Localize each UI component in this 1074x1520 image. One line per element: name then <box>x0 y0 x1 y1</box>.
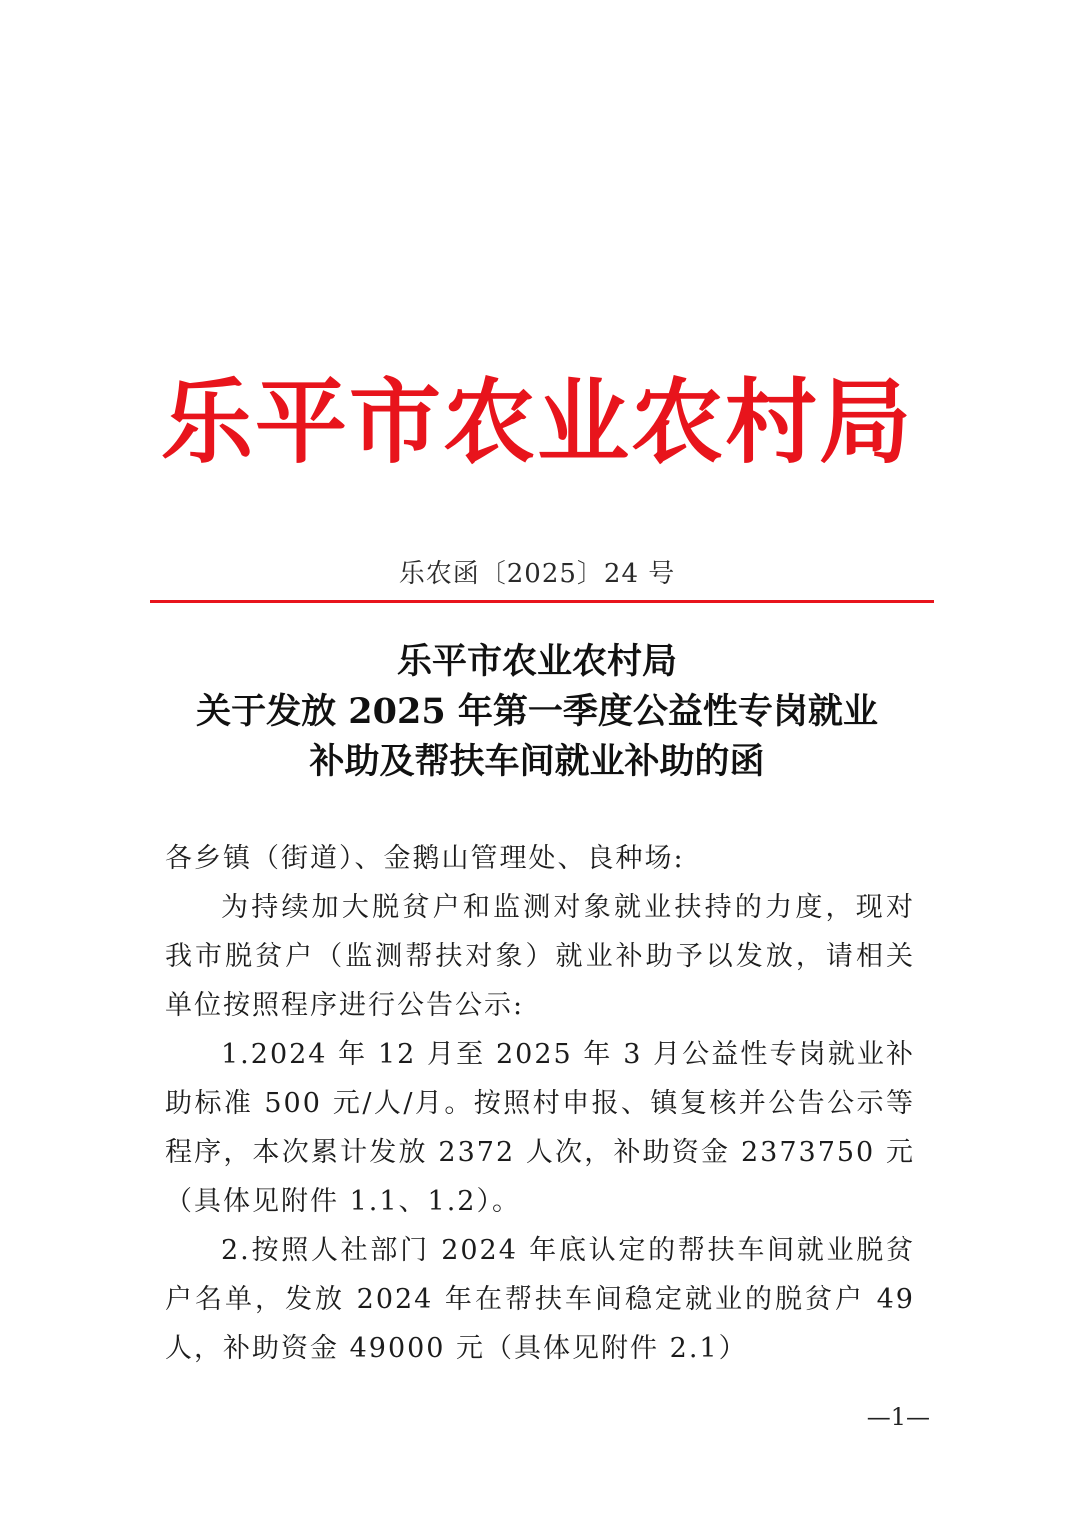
item-1-paragraph: 1.2024 年 12 月至 2025 年 3 月公益性专岗就业补助标准 500 元/人/月。按照村申报、镇复核并公告公示等程序，本次累计发放 2372 人次，补助资金 2373750 元（具体见附件 1.1、1.2）。 <box>165 1039 915 1217</box>
title-line-1: 乐平市农业农村局 <box>396 641 677 682</box>
document-body <box>165 834 915 1373</box>
intro-paragraph: 为持续加大脱贫户和监测对象就业扶持的力度，现对我市脱贫户（监测帮扶对象）就业补助予以发放，请相关单位按照程序进行公告公示: <box>165 892 915 1021</box>
document-title <box>0 637 1074 787</box>
title-line-2: 关于发放 2025 年第一季度公益性专岗就业 <box>196 691 878 732</box>
red-separator-rule <box>150 600 934 603</box>
issuing-organization-header: 乐平市农业农村局 <box>160 369 913 476</box>
page-number: —1— <box>866 1403 930 1431</box>
salutation: 各乡镇（街道）、金鹅山管理处、良种场: <box>165 843 685 874</box>
item-2-paragraph: 2.按照人社部门 2024 年底认定的帮扶车间就业脱贫户名单，发放 2024 年在帮扶车间稳定就业的脱贫户 49 人，补助资金 49000 元（具体见附件 2.1） <box>165 1235 915 1364</box>
document-number: 乐农函〔2025〕24 号 <box>398 559 676 589</box>
title-line-3: 补助及帮扶车间就业补助的函 <box>309 741 765 782</box>
